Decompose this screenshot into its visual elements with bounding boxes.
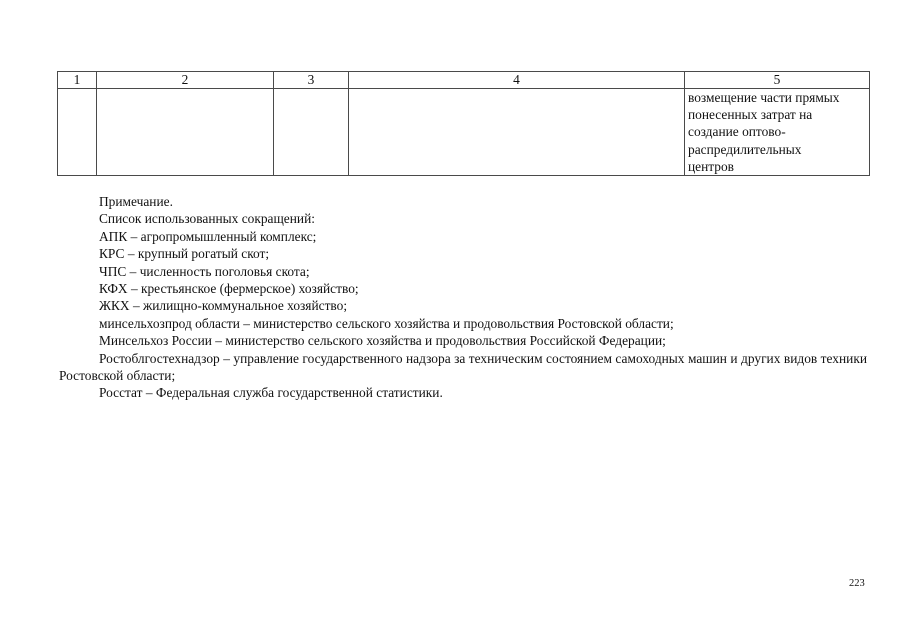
table-cell-2 — [97, 89, 274, 176]
document-table — [57, 71, 870, 176]
abbreviation-item: Ростоблгостехнадзор – управление государственного надзора за техническим состоянием самоходных машин и других видов техники Ростовской области; — [59, 350, 867, 384]
abbreviation-item: КРС – крупный рогатый скот; — [99, 246, 270, 262]
table-cell-3 — [274, 89, 349, 176]
abbreviation-item: Росстат – Федеральная служба государственной статистики. — [99, 385, 443, 401]
abbreviation-item: АПК – агропромышленный комплекс; — [99, 228, 317, 244]
table-header-row — [58, 72, 870, 89]
notes-section — [59, 193, 867, 402]
abbreviation-item: КФХ – крестьянское (фермерское) хозяйство; — [99, 281, 359, 297]
table-cell-4 — [349, 89, 685, 176]
abbreviation-item: Минсельхоз России – министерство сельского хозяйства и продовольствия Российской Федерации; — [99, 333, 666, 349]
table-cell-1 — [58, 89, 97, 176]
abbreviation-item: ЧПС – численность поголовья скота; — [99, 263, 310, 279]
column-number-4: 4 — [349, 72, 685, 89]
column-number-3: 3 — [274, 72, 349, 89]
abbreviation-item: ЖКХ – жилищно-коммунальное хозяйство; — [99, 298, 348, 314]
column-number-2: 2 — [97, 72, 274, 89]
page-number: 223 — [849, 578, 865, 589]
column-number-1: 1 — [58, 72, 97, 89]
abbreviation-item: минсельхозпрод области – министерство сельского хозяйства и продовольствия Ростовской области; — [99, 315, 674, 331]
table-row — [58, 89, 870, 176]
abbreviations-heading: Список использованных сокращений: — [99, 211, 315, 227]
table-cell-5: возмещение части прямых понесенных затрат на создание оптово- распредилительных центров — [685, 89, 870, 176]
notes-title: Примечание. — [99, 194, 173, 209]
column-number-5: 5 — [685, 72, 870, 89]
